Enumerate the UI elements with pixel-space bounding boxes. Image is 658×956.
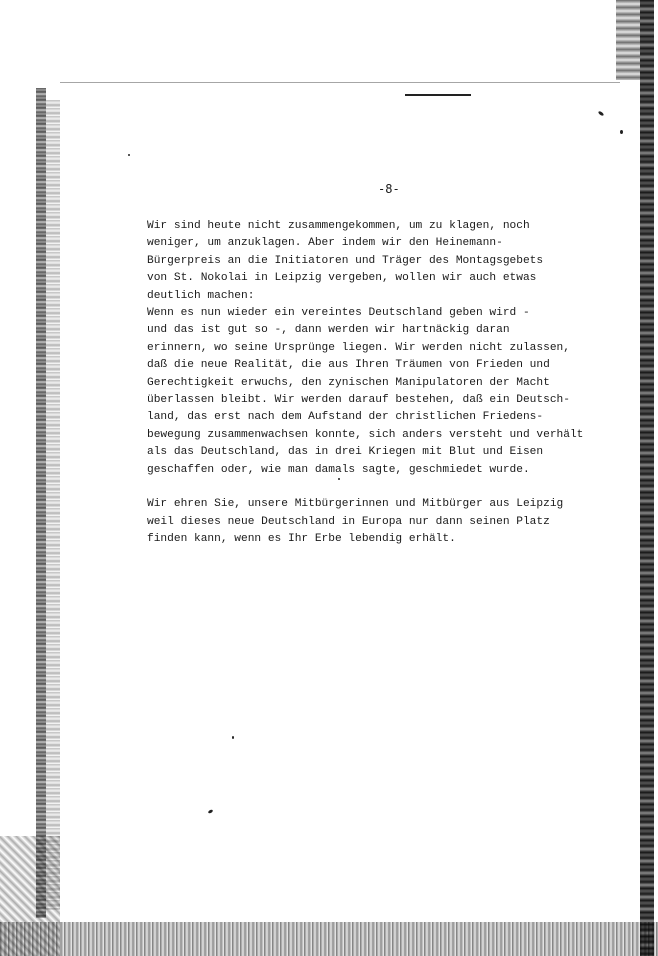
page-top-mark: [405, 94, 471, 96]
text-line: Wenn es nun wieder ein vereintes Deutschland geben wird -: [147, 307, 530, 320]
text-line: Wir ehren Sie, unsere Mitbürgerinnen und Mitbürger aus Leipzig: [147, 498, 564, 511]
text-line: als das Deutschland, das in drei Kriegen mit Blut und Eisen: [147, 446, 544, 459]
text-line: und das ist gut so -, dann werden wir hartnäckig daran: [147, 324, 510, 337]
scan-speck: [620, 130, 623, 134]
scan-speck: [598, 111, 605, 117]
body-text: [147, 218, 617, 549]
scan-edge-left: [36, 88, 46, 918]
text-line: bewegung zusammenwachsen konnte, sich anders versteht und verhält: [147, 428, 584, 441]
text-line: weniger, um anzuklagen. Aber indem wir den Heinemann-: [147, 237, 503, 250]
text-line: Bürgerpreis an die Initiatoren und Träger des Montagsgebets: [147, 254, 544, 267]
paragraph-1: [147, 218, 617, 479]
text-line: geschaffen oder, wie man damals sagte, geschmiedet wurde.: [147, 463, 530, 476]
text-line: Gerechtigkeit erwuchs, den zynischen Manipulatoren der Macht: [147, 376, 550, 389]
text-line: überlassen bleibt. Wir werden darauf bestehen, daß ein Deutsch-: [147, 394, 570, 407]
scan-speck: [232, 736, 234, 739]
text-line: weil dieses neue Deutschland in Europa nur dann seinen Platz: [147, 515, 550, 528]
scan-speck: [128, 154, 130, 156]
text-line: Wir sind heute nicht zusammengekommen, um zu klagen, noch: [147, 220, 530, 232]
text-line: erinnern, wo seine Ursprünge liegen. Wir werden nicht zulassen,: [147, 341, 570, 354]
paragraph-2: [147, 496, 617, 548]
scan-shadow-right-top: [616, 0, 640, 80]
scan-shadow-bottom-left: [0, 836, 60, 956]
page-top-edge: [60, 82, 620, 83]
text-line: daß die neue Realität, die aus Ihren Träumen von Frieden und: [147, 359, 550, 372]
paragraph-gap: [147, 479, 617, 496]
text-line: land, das erst nach dem Aufstand der christlichen Friedens-: [147, 411, 544, 424]
text-line: deutlich machen:: [147, 289, 255, 302]
scan-edge-bottom: [0, 922, 658, 956]
scan-shadow-left: [46, 100, 60, 910]
scan-edge-right: [640, 0, 654, 956]
text-line: finden kann, wenn es Ihr Erbe lebendig erhält.: [147, 533, 456, 546]
scan-speck: [208, 809, 214, 814]
text-line: von St. Nokolai in Leipzig vergeben, wollen wir auch etwas: [147, 272, 537, 285]
page-number: -8-: [378, 182, 400, 196]
